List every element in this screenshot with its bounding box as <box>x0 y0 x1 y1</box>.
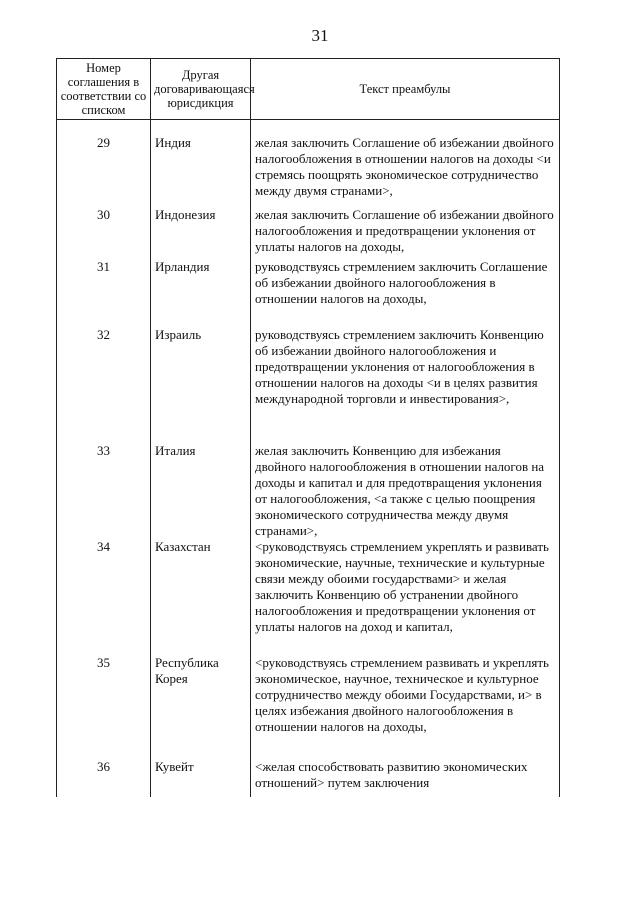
jurisdiction-name: Казахстан <box>151 539 251 655</box>
jurisdiction-name: Израиль <box>151 327 251 443</box>
jurisdiction-name: Республика Корея <box>151 655 251 759</box>
jurisdiction-name: Индонезия <box>151 207 251 259</box>
agreement-number: 35 <box>57 655 151 759</box>
preamble-table <box>56 58 560 797</box>
table-row <box>57 655 560 759</box>
preamble-text: желая заключить Соглашение об избежании двойного налогообложения и предотвращении уклонения от уплаты налогов на доходы, <box>251 207 560 259</box>
preamble-text: <желая способствовать развитию экономических отношений> путем заключения <box>251 759 560 797</box>
jurisdiction-name: Ирландия <box>151 259 251 327</box>
preamble-text: руководствуясь стремлением заключить Конвенцию об избежании двойного налогообложения и предотвращении уклонения от налогообложения в отношении налогов на доходы <и в целях развития международной торговли и инвестирования>, <box>251 327 560 443</box>
table-row <box>57 327 560 443</box>
agreement-number: 29 <box>57 120 151 207</box>
header-preamble-text: Текст преамбулы <box>251 59 560 120</box>
agreement-number: 33 <box>57 443 151 539</box>
table-row <box>57 259 560 327</box>
preamble-text: <руководствуясь стремлением укреплять и развивать экономические, научные, технические и культурные связи между обоими государствами> и желая заключить Конвенцию об устранении двойного налогообложения и предотвращении уклонения от уплаты налогов на доход и капитал, <box>251 539 560 655</box>
preamble-text: желая заключить Конвенцию для избежания двойного налогообложения в отношении налогов на доходы и капитал и для предотвращения уклонения от налогообложения, <а также с целью поощрения экономического сотрудничества между двумя странами>, <box>251 443 560 539</box>
agreement-number: 34 <box>57 539 151 655</box>
agreement-number: 30 <box>57 207 151 259</box>
agreement-number: 36 <box>57 759 151 797</box>
agreement-number: 32 <box>57 327 151 443</box>
agreement-number: 31 <box>57 259 151 327</box>
jurisdiction-name: Индия <box>151 120 251 207</box>
header-jurisdiction: Другая договаривающаяся юрисдикция <box>151 59 251 120</box>
jurisdiction-name: Кувейт <box>151 759 251 797</box>
preamble-text: желая заключить Соглашение об избежании двойного налогообложения в отношении налогов на доходы <и стремясь поощрять экономическое сотрудничество между двумя странами>, <box>251 120 560 207</box>
table-row <box>57 539 560 655</box>
preamble-text: <руководствуясь стремлением развивать и укреплять экономическое, научное, техническое и культурное сотрудничество между обоими Государствами, и> в целях избежания двойного налогообложения в отношении налогов на доходы, <box>251 655 560 759</box>
table-row <box>57 120 560 207</box>
table-row <box>57 207 560 259</box>
jurisdiction-name: Италия <box>151 443 251 539</box>
table-row <box>57 759 560 797</box>
header-agreement-number: Номер соглашения в соответствии со списком <box>57 59 151 120</box>
table-header-row <box>57 59 560 120</box>
preamble-text: руководствуясь стремлением заключить Соглашение об избежании двойного налогообложения в отношении налогов на доходы, <box>251 259 560 327</box>
table-row <box>57 443 560 539</box>
page-number: 31 <box>311 26 329 45</box>
